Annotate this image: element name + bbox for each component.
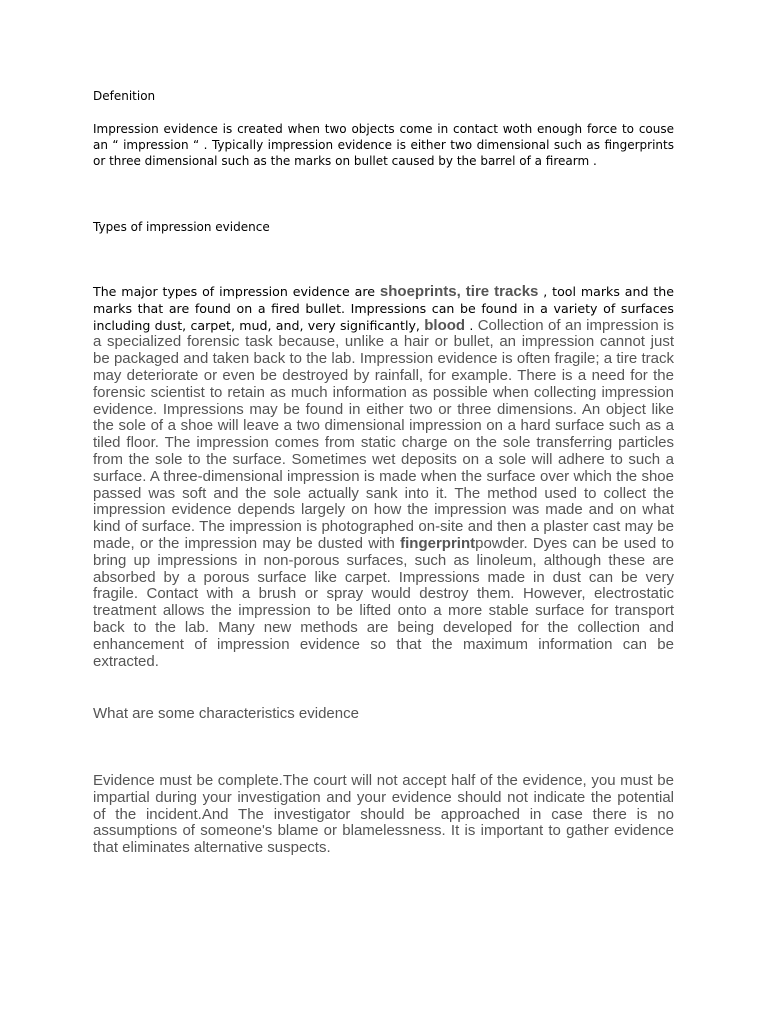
characteristics-heading: What are some characteristics evidence: [93, 705, 359, 722]
types-bold-shoeprints: shoeprints, tire tracks: [379, 283, 539, 300]
characteristics-paragraph: Evidence must be complete.The court will not accept half of the evidence, you must be impartial during your investigation and your evidence should not indicate the potential of the incident.And The investigator should be approached in case there is no assumptions of someone's blame or blamelessness. It is important to gather evidence that eliminates alternative suspects.: [93, 772, 674, 857]
types-end-text: powder. Dyes can be used to bring up impressions in non-porous surfaces, such as linoleum, although these are absorbed by a porous surface like carpet. Impressions made in dust can be very fragile. Contact with a brush or spray would destroy them. However, electrostatic treatment allows the impression to be lifted onto a more stable surface for transport back to the lab. Many new methods are being developed for the collection and enhancement of impression evidence so that the maximum information can be extracted.: [93, 534, 674, 670]
types-body-text: Collection of an impression is a specialized forensic task because, unlike a hair or bullet, an impression cannot just be packaged and taken back to the lab. Impression evidence is often fragile; a tire track may deteriorate or even be destroyed by rainfall, for example. There is a need for the forensic scientist to retain as much information as possible when collecting impression evidence. Impressions may be found in either two or three dimensions. An object like the sole of a shoe will leave a two dimensional impression on a hard surface such as a tiled floor. The impression comes from static charge on the sole transferring particles from the sole to the surface. Sometimes wet deposits on a sole will adhere to such a surface. A three-dimensional impression is made when the surface over which the shoe passed was soft and the sole actually sank into it. The method used to collect the impression evidence depends largely on how the impression was made and on what kind of surface. The impression is photographed on-site and then a plaster cast may be made, or the impression may be dusted with: [93, 316, 675, 552]
types-bold-blood: blood: [424, 316, 466, 334]
types-heading: Types of impression evidence: [93, 220, 270, 234]
types-bold-fingerprint: fingerprint: [400, 534, 476, 552]
definition-heading: Defenition: [93, 89, 156, 103]
types-paragraph: [93, 284, 674, 670]
types-intro-text: The major types of impression evidence are: [93, 284, 380, 299]
definition-paragraph: Impression evidence is created when two objects come in contact woth enough force to couse an “ impression “ . Typically impression evidence is either two dimensional such as fingerprints or three dimensional such as the marks on bullet caused by the barrel of a firearm .: [93, 122, 674, 168]
types-mid2-text: .: [465, 317, 478, 333]
types-mid-text: , tool marks and the marks that are found on a fired bullet. Impressions can be found in a variety of surfaces including dust, carpet, mud, and, very significantly,: [93, 284, 674, 333]
